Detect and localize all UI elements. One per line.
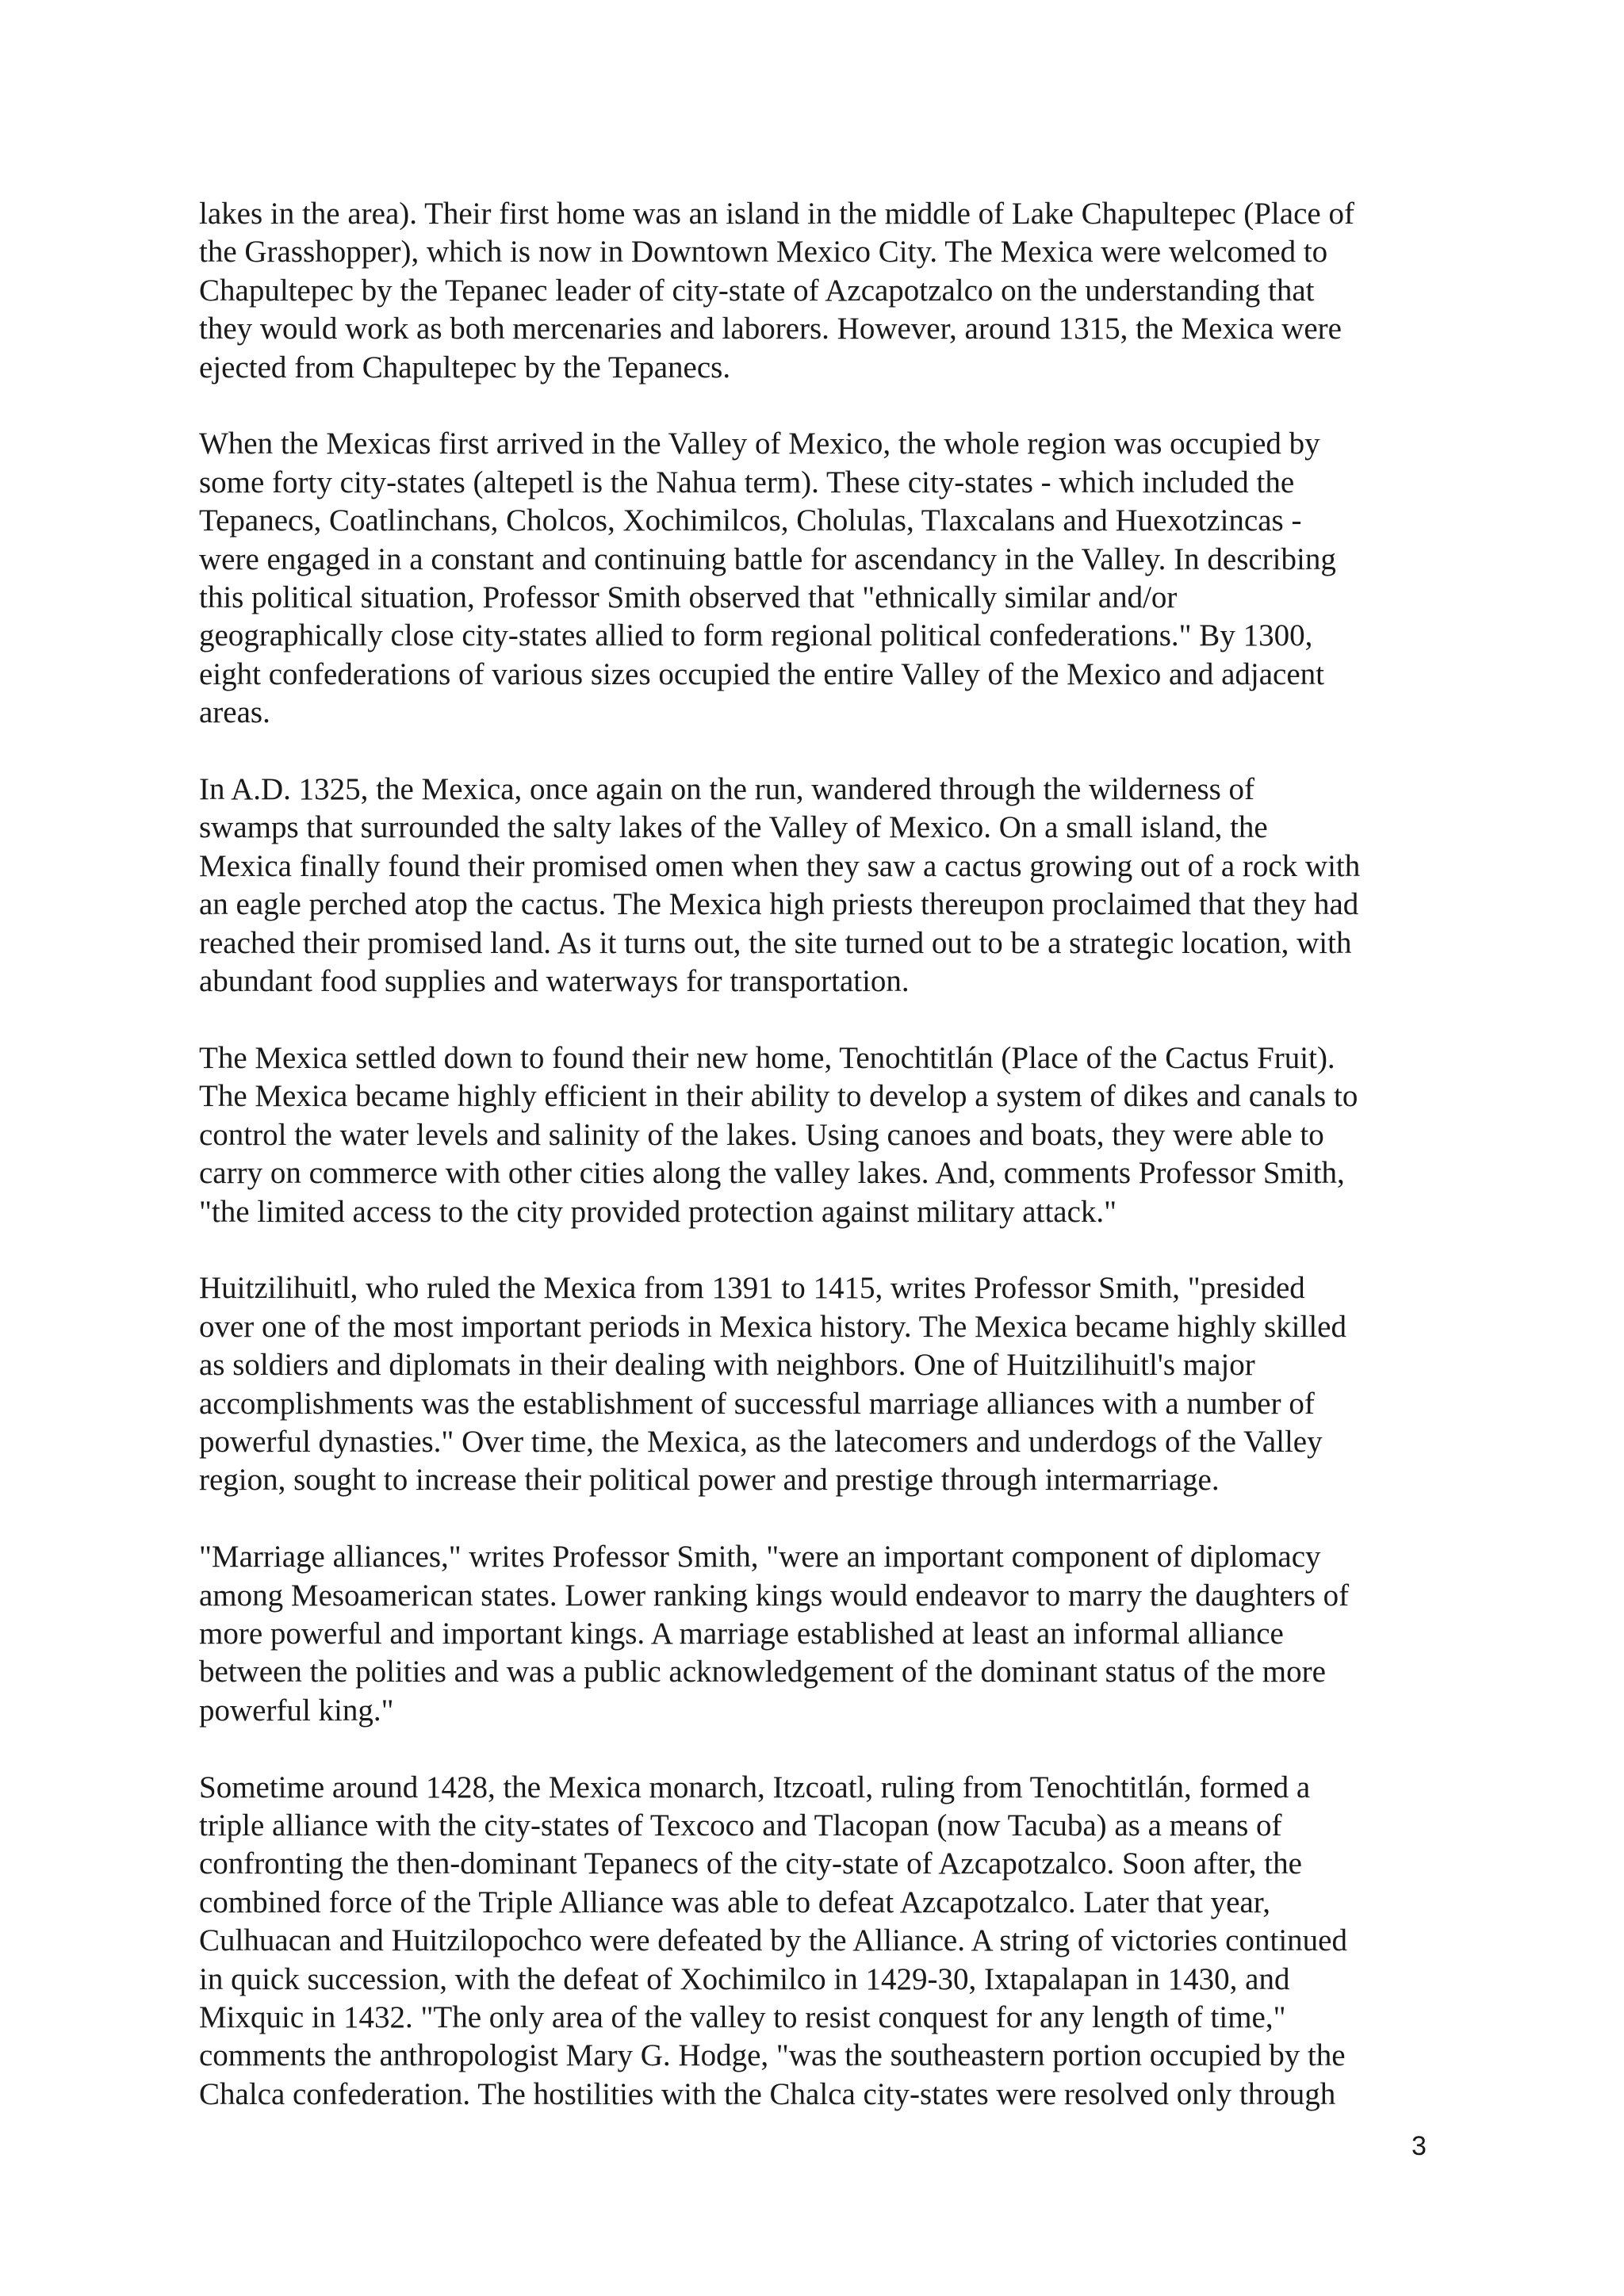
text-line: "the limited access to the city provided protection against military attack."	[199, 1194, 1117, 1229]
text-line: lakes in the area). Their first home was an island in the middle of Lake Chapultepec (Place of	[199, 197, 1354, 231]
text-line: this political situation, Professor Smith observed that "ethnically similar and/or	[199, 580, 1178, 615]
text-line: combined force of the Triple Alliance was able to defeat Azcapotzalco. Later that year,	[199, 1885, 1270, 1919]
text-line: accomplishments was the establishment of successful marriage alliances with a number of	[199, 1386, 1315, 1421]
text-line: Sometime around 1428, the Mexica monarch, Itzcoatl, ruling from Tenochtitlán, formed a	[199, 1770, 1311, 1804]
text-line: confronting the then-dominant Tepanecs of the city-state of Azcapotzalco. Soon after, the	[199, 1846, 1302, 1881]
text-line: Culhuacan and Huitzilopochco were defeated by the Alliance. A string of victories continued	[199, 1923, 1347, 1958]
text-line: carry on commerce with other cities along the valley lakes. And, comments Professor Smith,	[199, 1156, 1345, 1191]
paragraph-7	[199, 1769, 1444, 2114]
text-line: an eagle perched atop the cactus. The Mexica high priests thereupon proclaimed that they had	[199, 887, 1359, 922]
text-line: comments the anthropologist Mary G. Hodge, "was the southeastern portion occupied by the	[199, 2038, 1346, 2073]
text-line: among Mesoamerican states. Lower ranking kings would endeavor to marry the daughters of	[199, 1578, 1350, 1613]
text-line: eight confederations of various sizes occupied the entire Valley of the Mexico and adjacent	[199, 656, 1325, 691]
text-line: abundant food supplies and waterways for transportation.	[199, 964, 910, 999]
text-line: The Mexica settled down to found their new home, Tenochtitlán (Place of the Cactus Fruit).	[199, 1040, 1335, 1075]
text-line: were engaged in a constant and continuing battle for ascendancy in the Valley. In describing	[199, 541, 1336, 576]
text-line: powerful dynasties." Over time, the Mexica, as the latecomers and underdogs of the Valley	[199, 1424, 1323, 1459]
paragraph-3	[199, 771, 1444, 1001]
text-line: as soldiers and diplomats in their dealing with neighbors. One of Huitzilihuitl's major	[199, 1348, 1255, 1383]
text-line: more powerful and important kings. A marriage established at least an informal alliance	[199, 1616, 1284, 1651]
text-line: between the polities and was a public acknowledgement of the dominant status of the more	[199, 1655, 1326, 1689]
text-line: the Grasshopper), which is now in Downtown Mexico City. The Mexica were welcomed to	[199, 235, 1328, 270]
text-line: they would work as both mercenaries and laborers. However, around 1315, the Mexica were	[199, 312, 1342, 346]
page-number: 3	[1411, 2131, 1427, 2161]
text-line: Chalca confederation. The hostilities with the Chalca city-states were resolved only through	[199, 2076, 1336, 2111]
text-line: areas.	[199, 695, 270, 730]
text-line: in quick succession, with the defeat of Xochimilco in 1429-30, Ixtapalapan in 1430, and	[199, 1961, 1290, 1996]
text-line: geographically close city-states allied to form regional political confederations." By 1300,	[199, 618, 1313, 653]
text-line: region, sought to increase their political power and prestige through intermarriage.	[199, 1463, 1220, 1498]
text-line: control the water levels and salinity of the lakes. Using canoes and boats, they were able to	[199, 1117, 1324, 1152]
paragraph-4	[199, 1039, 1444, 1231]
text-line: some forty city-states (altepetl is the Nahua term). These city-states - which included the	[199, 465, 1295, 499]
text-line: Chapultepec by the Tepanec leader of city-state of Azcapotzalco on the understanding that	[199, 273, 1315, 308]
paragraph-1	[199, 195, 1444, 387]
text-line: Mixquic in 1432. "The only area of the valley to resist conquest for any length of time,"	[199, 2000, 1286, 2034]
text-line: swamps that surrounded the salty lakes of the Valley of Mexico. On a small island, the	[199, 810, 1268, 845]
text-line: In A.D. 1325, the Mexica, once again on the run, wandered through the wilderness of	[199, 772, 1255, 807]
paragraph-6	[199, 1538, 1444, 1730]
text-line: When the Mexicas first arrived in the Valley of Mexico, the whole region was occupied by	[199, 427, 1320, 461]
text-line: "Marriage alliances," writes Professor Smith, "were an important component of diplomacy	[199, 1540, 1321, 1575]
paragraph-5	[199, 1269, 1444, 1499]
text-line: The Mexica became highly efficient in their ability to develop a system of dikes and canals to	[199, 1079, 1358, 1114]
text-line: Tepanecs, Coatlinchans, Cholcos, Xochimilcos, Cholulas, Tlaxcalans and Huexotzincas -	[199, 503, 1302, 538]
text-line: ejected from Chapultepec by the Tepanecs.	[199, 350, 731, 385]
document-body	[199, 195, 1444, 2152]
text-line: Mexica finally found their promised omen when they saw a cactus growing out of a rock with	[199, 848, 1361, 883]
text-line: Huitzilihuitl, who ruled the Mexica from 1391 to 1415, writes Professor Smith, "presided	[199, 1271, 1305, 1306]
text-line: over one of the most important periods in Mexica history. The Mexica became highly skilled	[199, 1309, 1346, 1344]
paragraph-2	[199, 425, 1444, 732]
text-line: powerful king."	[199, 1693, 394, 1728]
text-line: reached their promised land. As it turns out, the site turned out to be a strategic location, with	[199, 925, 1352, 960]
text-line: triple alliance with the city-states of Texcoco and Tlacopan (now Tacuba) as a means of	[199, 1808, 1282, 1843]
